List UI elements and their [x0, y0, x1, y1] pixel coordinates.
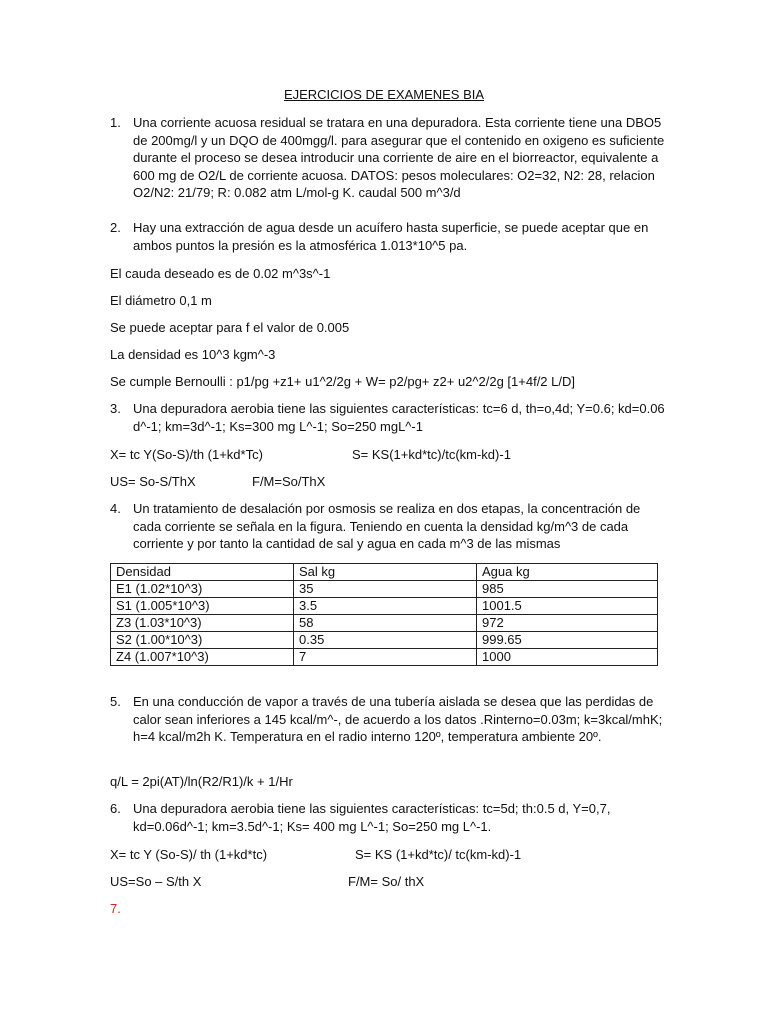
column-header: Agua kg — [477, 564, 658, 581]
table-cell: Z3 (1.03*10^3) — [111, 615, 294, 632]
exercise-3 — [110, 400, 670, 435]
table-row — [111, 632, 658, 649]
table-cell: 1001.5 — [477, 598, 658, 615]
exercise-text: Una corriente acuosa residual se tratara en una depuradora. Esta corriente tiene una DBO5 de 200mg/l y un DQO de 400mgg/l. para asegurar que el contenido en oxigeno es suficiente durante el proceso se desea introducir una corriente de aire en el biorreactor, equivalente a 600 mg de O2/L de corriente acuosa. DATOS: pesos moleculares: O2=32, N2: 28, relacion O2/N2: 21/79; R: 0.082 atm L/mol-g K. caudal 500 m^3/d — [133, 115, 665, 200]
table-cell: 999.65 — [477, 632, 658, 649]
page-title: EJERCICIOS DE EXAMENES BIA — [283, 87, 485, 102]
exercise-5 — [110, 693, 670, 746]
table-row — [111, 649, 658, 666]
table-cell: E1 (1.02*10^3) — [111, 581, 294, 598]
exercise-2 — [110, 219, 670, 254]
exercise-text: Un tratamiento de desalación por osmosis se realiza en dos etapas, la concentración de cada corriente se señala en la figura. Teniendo en cuenta la densidad kg/m^3 de cada corriente y por tanto la cantidad de sal y agua en cada m^3 de las mismas — [133, 501, 641, 551]
formula-s: S= KS (1+kd*tc)/ tc(km-kd)-1 — [355, 847, 522, 862]
table-cell: Z4 (1.007*10^3) — [111, 649, 294, 666]
exercise-number: 4. — [110, 501, 121, 516]
formula-x: X= tc Y (So-S)/ th (1+kd*tc) — [110, 847, 268, 862]
table-cell: 7 — [294, 649, 477, 666]
exercise-number: 6. — [110, 801, 121, 816]
exercise-number: 2. — [110, 220, 121, 235]
bernoulli-formula: Se cumple Bernoulli : p1/pg +z1+ u1^2/2g + W= p2/pg+ z2+ u2^2/2g [1+4f/2 L/D] — [110, 374, 575, 389]
table-cell: S1 (1.005*10^3) — [111, 598, 294, 615]
column-header: Sal kg — [294, 564, 477, 581]
table-cell: 972 — [477, 615, 658, 632]
exercise-number: 1. — [110, 115, 121, 130]
formula-x: X= tc Y(So-S)/th (1+kd*Tc) — [110, 447, 263, 462]
exercise-number: 3. — [110, 401, 121, 416]
exercise-text: Una depuradora aerobia tiene las siguientes características: tc=6 d, th=o,4d; Y=0.6; kd=0.06 d^-1; km=3d^-1; Ks=300 mg L^-1; So=250 mgL^-1 — [133, 401, 665, 434]
formula-us: US= So-S/ThX — [110, 474, 196, 489]
table-row — [111, 598, 658, 615]
exercise-text: En una conducción de vapor a través de una tubería aislada se desea que las perdidas de calor sean inferiores a 145 kcal/m^-, de acuerdo a los datos .Rinterno=0.03m; k=3kcal/mhK; h=4 kcal/m2h K. Temperatura en el radio interno 120º, temperatura ambiente 20º. — [133, 694, 663, 744]
table-cell: 3.5 — [294, 598, 477, 615]
formula-us: US=So – S/th X — [110, 874, 202, 889]
desalination-table — [110, 563, 658, 666]
data-line: El cauda deseado es de 0.02 m^3s^-1 — [110, 266, 331, 281]
table-cell: 1000 — [477, 649, 658, 666]
exercise-number: 5. — [110, 694, 121, 709]
table-cell: 35 — [294, 581, 477, 598]
exercise-1 — [110, 114, 670, 202]
table-header-row — [111, 564, 658, 581]
heat-loss-formula: q/L = 2pi(AT)/ln(R2/R1)/k + 1/Hr — [110, 774, 293, 789]
exercise-7-number: 7. — [110, 901, 121, 916]
table-cell: 58 — [294, 615, 477, 632]
formula-fm: F/M= So/ thX — [348, 874, 425, 889]
table-cell: S2 (1.00*10^3) — [111, 632, 294, 649]
exercise-6 — [110, 800, 670, 835]
data-line: El diámetro 0,1 m — [110, 293, 212, 308]
table-cell: 0.35 — [294, 632, 477, 649]
table-cell: 985 — [477, 581, 658, 598]
exercise-4 — [110, 500, 670, 553]
data-line: La densidad es 10^3 kgm^-3 — [110, 347, 276, 362]
table-row — [111, 615, 658, 632]
exercise-text: Una depuradora aerobia tiene las siguientes características: tc=5d; th:0.5 d, Y=0,7, kd=0.06d^-1; km=3.5d^-1; Ks= 400 mg L^-1; So=250 mg L^-1. — [133, 801, 611, 834]
data-line: Se puede aceptar para f el valor de 0.005 — [110, 320, 350, 335]
exercise-text: Hay una extracción de agua desde un acuífero hasta superficie, se puede aceptar que en ambos puntos la presión es la atmosférica 1.013*10^5 pa. — [133, 220, 649, 253]
column-header: Densidad — [111, 564, 294, 581]
formula-s: S= KS(1+kd*tc)/tc(km-kd)-1 — [352, 447, 511, 462]
table-row — [111, 581, 658, 598]
formula-fm: F/M=So/ThX — [252, 474, 326, 489]
